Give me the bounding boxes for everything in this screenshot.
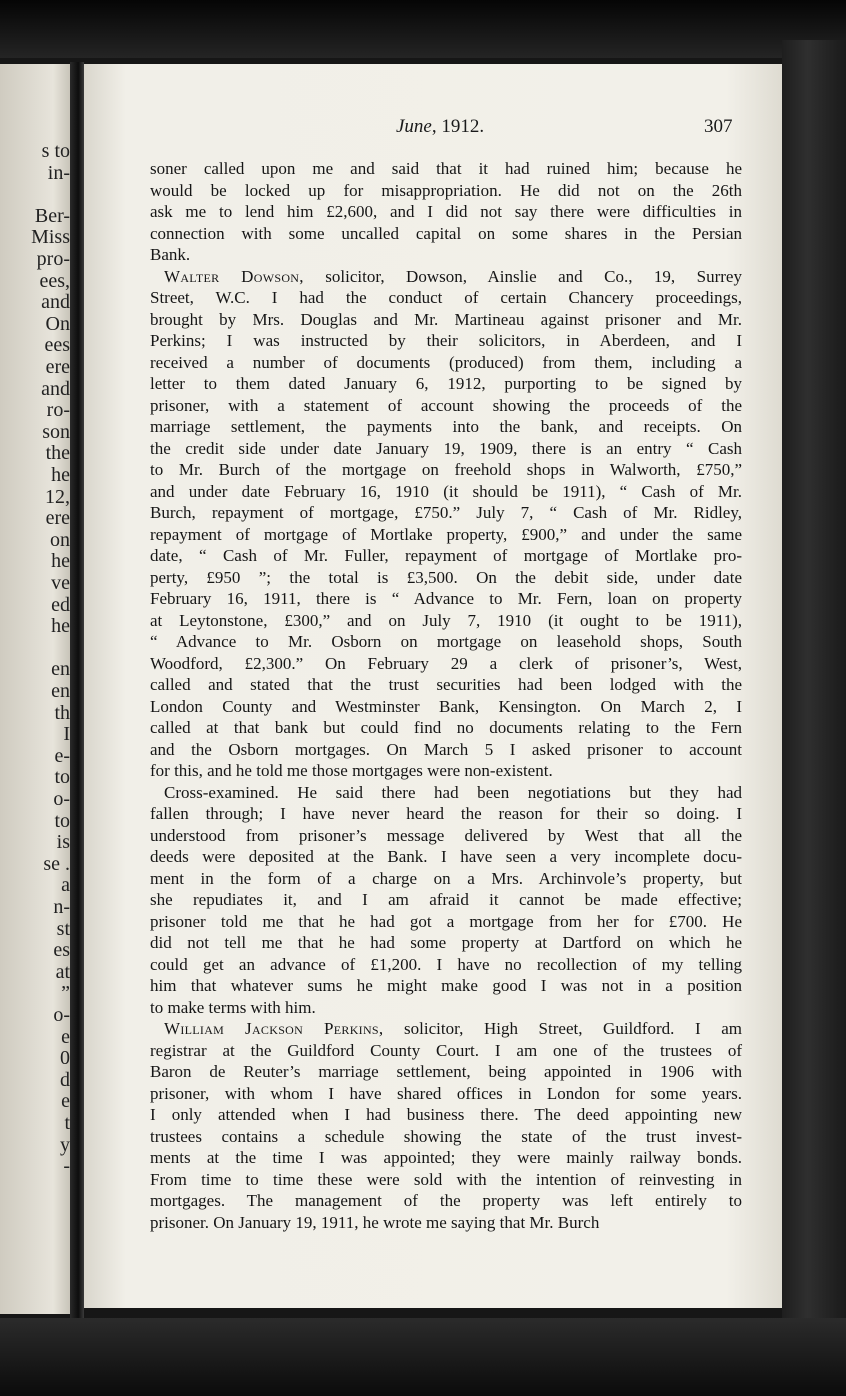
book-page	[84, 64, 782, 1308]
line-text: him that whatever sums he might make good I was not in a position	[150, 976, 742, 995]
facing-page-line: 0	[60, 1047, 70, 1070]
text-line	[150, 481, 742, 503]
text-line	[150, 567, 742, 589]
text-line	[150, 395, 742, 417]
text-line	[150, 180, 742, 202]
text-line	[150, 1018, 742, 1040]
line-text: connection with some uncalled capital on some shares in the Persian	[150, 223, 742, 243]
text-line	[150, 717, 742, 739]
book-gutter	[70, 62, 84, 1322]
facing-page-line: s to	[41, 140, 70, 162]
line-text: received a number of documents (produced) from them, including a	[150, 352, 742, 372]
facing-page-line: a	[61, 874, 70, 897]
text-line	[150, 352, 742, 374]
facing-page-line: ve	[51, 572, 70, 594]
line-text: mortgages. The management of the property was left entirely to	[150, 1191, 742, 1210]
text-line	[150, 975, 742, 997]
facing-page-line: o-	[53, 1004, 70, 1026]
line-text: marriage settlement, the payments into the bank, and receipts. On	[150, 417, 742, 436]
text-line	[150, 674, 742, 696]
text-line	[150, 502, 742, 524]
line-text: could get an advance of £1,200. I have no recollection of my telling	[150, 954, 742, 974]
running-head	[84, 116, 782, 146]
line-text: prisoner, with a statement of account showing the proceeds of the	[150, 395, 742, 415]
line-text: to Mr. Burch of the mortgage on freehold shops in Walworth, £750,”	[150, 460, 742, 479]
line-text: she repudiates it, and I am afraid it cannot be made effective;	[150, 890, 742, 909]
line-text: trustees contains a schedule showing the state of the trust invest-	[150, 1126, 742, 1146]
line-text: for this, and he told me those mortgages were non-existent.	[150, 761, 553, 780]
line-text: prisoner. On January 19, 1911, he wrote me saying that Mr. Burch	[150, 1212, 600, 1232]
line-text: called and stated that the trust securities had been lodged with the	[150, 675, 742, 694]
witness-name: Walter Dowson,	[164, 266, 304, 286]
facing-page-line: -	[63, 1155, 70, 1178]
facing-page-line: he	[51, 550, 70, 573]
facing-page-line: Miss	[31, 226, 70, 249]
line-text: Woodford, £2,300.” On February 29 a clerk of prisoner’s, West,	[150, 653, 742, 673]
facing-page-line: to	[54, 809, 70, 832]
facing-page-line: es	[53, 939, 70, 962]
line-text: Baron de Reuter’s marriage settlement, being appointed in 1906 with	[150, 1062, 742, 1081]
line-text: Cross-examined. He said there had been negotiations but they had	[164, 782, 742, 802]
text-line	[150, 158, 742, 180]
facing-page-line: ere	[45, 507, 70, 530]
line-text: and the Osborn mortgages. On March 5 I asked prisoner to account	[150, 739, 742, 759]
facing-page-line: ere	[45, 356, 70, 378]
text-line	[150, 588, 742, 610]
text-line	[150, 911, 742, 933]
facing-page-line: 12,	[45, 485, 70, 508]
text-line	[150, 309, 742, 331]
facing-page-line: ed	[51, 593, 70, 616]
facing-page-line: e	[61, 1025, 70, 1048]
facing-page-line: n-	[53, 896, 70, 918]
text-line	[150, 868, 742, 890]
line-text: registrar at the Guildford County Court. I am one of the trustees of	[150, 1040, 742, 1060]
facing-page-line: the	[45, 442, 70, 465]
line-text: brought by Mrs. Douglas and Mr. Martineau against prisoner and Mr.	[150, 309, 742, 329]
line-text: I only attended when I had business there. The deed appointing new	[150, 1105, 742, 1124]
line-text: would be locked up for misappropriation. He did not on the 26th	[150, 180, 742, 200]
facing-page-line: t	[64, 1112, 70, 1134]
facing-page-line: Ber-	[34, 204, 70, 227]
text-line	[150, 997, 742, 1019]
line-text: solicitor, High Street, Guildford. I am	[383, 1019, 742, 1038]
facing-page-line: ees,	[39, 269, 70, 292]
line-text: and under date February 16, 1910 (it should be 1911), “ Cash of Mr.	[150, 481, 742, 501]
text-line	[150, 287, 742, 309]
running-title-year: , 1912.	[431, 116, 485, 137]
paragraph	[150, 1018, 742, 1233]
facing-page-line: is	[56, 831, 70, 854]
line-text: to make terms with him.	[150, 997, 316, 1017]
facing-page-line: e	[61, 1090, 70, 1113]
scan-bottom-shadow	[0, 1318, 846, 1396]
text-line	[150, 244, 742, 266]
text-line	[150, 201, 742, 223]
line-text: called at that bank but could find no documents relating to the Fern	[150, 718, 742, 737]
facing-page-line: and	[41, 377, 70, 400]
text-line	[150, 266, 742, 288]
facing-page-line: ro-	[46, 399, 70, 422]
witness-name: William Jackson Perkins,	[164, 1019, 384, 1038]
line-text: did not tell me that he had some property at Dartford on which he	[150, 933, 742, 952]
line-text: Perkins; I was instructed by their solicitors, in Aberdeen, and I	[150, 331, 742, 350]
line-text: London County and Westminster Bank, Kensington. On March 2, I	[150, 696, 742, 716]
running-title	[396, 116, 484, 138]
line-text: letter to them dated January 6, 1912, purporting to be signed by	[150, 374, 742, 393]
facing-page-line: I	[63, 723, 70, 746]
facing-page-line: o-	[53, 788, 70, 810]
text-line	[150, 1169, 742, 1191]
line-text: prisoner, with whom I have shared offices in London for some years.	[150, 1083, 742, 1103]
text-line	[150, 760, 742, 782]
text-line	[150, 1104, 742, 1126]
line-text: repayment of mortgage of Mortlake property, £900,” and under the same	[150, 524, 742, 544]
paragraph	[150, 158, 742, 266]
facing-page-line: y	[60, 1133, 70, 1156]
text-line	[150, 1147, 742, 1169]
line-text: Street, W.C. I had the conduct of certain Chancery proceedings,	[150, 288, 742, 307]
paragraph	[150, 266, 742, 782]
facing-page-line: on	[50, 528, 70, 551]
facing-page-line: se .	[43, 852, 70, 875]
text-line	[150, 1126, 742, 1148]
facing-page-line: he	[51, 615, 70, 638]
facing-page-line: e-	[54, 744, 70, 767]
line-text: prisoner told me that he had got a mortgage from her for £700. He	[150, 911, 742, 931]
page-number: 307	[704, 116, 733, 137]
text-line	[150, 846, 742, 868]
facing-page-line: On	[45, 312, 70, 335]
line-text: soner called upon me and said that it had ruined him; because he	[150, 159, 742, 178]
text-line	[150, 223, 742, 245]
text-line	[150, 1061, 742, 1083]
facing-page-line: at	[55, 960, 70, 983]
facing-page-line: pro-	[36, 248, 70, 270]
text-line	[150, 631, 742, 653]
text-line	[150, 524, 742, 546]
running-title-month: June	[396, 116, 432, 137]
line-text: understood from prisoner’s message delivered by West that all the	[150, 825, 742, 845]
line-text: Burch, repayment of mortgage, £750.” July 7, “ Cash of Mr. Ridley,	[150, 503, 742, 522]
text-line	[150, 739, 742, 761]
facing-page-line: st	[56, 917, 70, 940]
facing-page-line: in-	[47, 161, 70, 184]
text-line	[150, 932, 742, 954]
facing-page-line: ees	[44, 334, 70, 357]
facing-page-line: en	[51, 680, 70, 702]
line-text: fallen through; I have never heard the reason for their so doing. I	[150, 804, 742, 823]
line-text: at Leytonstone, £300,” and on July 7, 1910 (it ought to be 1911),	[150, 610, 742, 630]
text-line	[150, 696, 742, 718]
line-text: From time to time these were sold with the intention of reinvesting in	[150, 1169, 742, 1189]
text-line	[150, 438, 742, 460]
scan-top-shadow	[0, 0, 846, 58]
text-line	[150, 782, 742, 804]
text-line	[150, 330, 742, 352]
text-line	[150, 954, 742, 976]
line-text: February 16, 1911, there is “ Advance to Mr. Fern, loan on property	[150, 589, 742, 608]
line-text: date, “ Cash of Mr. Fuller, repayment of mortgage of Mortlake pro-	[150, 546, 742, 565]
facing-page-line: son	[42, 420, 70, 443]
text-line	[150, 545, 742, 567]
text-line	[150, 459, 742, 481]
line-text: Bank.	[150, 245, 191, 264]
line-text: ask me to lend him £2,600, and I did not say there were difficulties in	[150, 202, 742, 221]
facing-page-line: en	[51, 658, 70, 681]
text-line	[150, 803, 742, 825]
line-text: deeds were deposited at the Bank. I have seen a very incomplete docu-	[150, 847, 742, 866]
page-body-text	[150, 158, 742, 1233]
text-line	[150, 416, 742, 438]
text-line	[150, 1190, 742, 1212]
scan-right-shadow	[782, 40, 846, 1330]
line-text: ments at the time I was appointed; they were mainly railway bonds.	[150, 1148, 742, 1167]
text-line	[150, 1040, 742, 1062]
facing-page-line: ”	[61, 982, 70, 1005]
paragraph	[150, 782, 742, 1019]
text-line	[150, 889, 742, 911]
facing-page-line: th	[54, 701, 70, 724]
facing-page-line: he	[51, 464, 70, 486]
facing-page-line: and	[41, 291, 70, 314]
text-line	[150, 373, 742, 395]
text-line	[150, 610, 742, 632]
line-text: “ Advance to Mr. Osborn on mortgage on leasehold shops, South	[150, 632, 742, 651]
facing-page-line: d	[60, 1068, 70, 1091]
text-line	[150, 653, 742, 675]
facing-page-fragment	[0, 64, 76, 1314]
text-line	[150, 825, 742, 847]
line-text: the credit side under date January 19, 1909, there is an entry “ Cash	[150, 438, 742, 458]
text-line	[150, 1212, 742, 1234]
facing-page-line: to	[54, 766, 70, 789]
text-line	[150, 1083, 742, 1105]
line-text: ment in the form of a charge on a Mrs. Archinvole’s property, but	[150, 868, 742, 888]
line-text: solicitor, Dowson, Ainslie and Co., 19, Surrey	[303, 266, 742, 286]
line-text: perty, £950 ”; the total is £3,500. On the debit side, under date	[150, 567, 742, 587]
